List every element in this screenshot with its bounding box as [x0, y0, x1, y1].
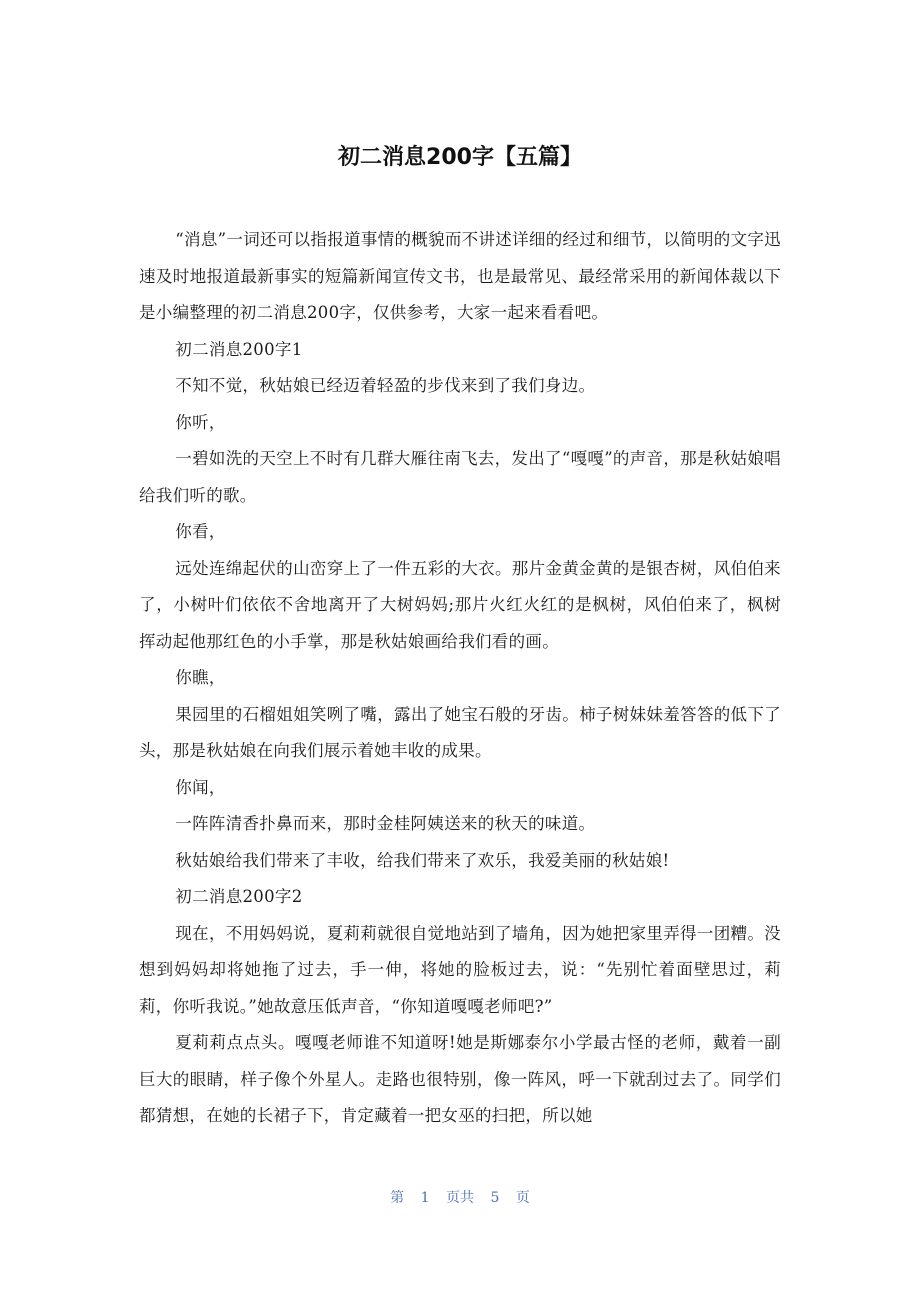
- document-title: 初二消息200字【五篇】: [338, 145, 582, 170]
- footer-label-end: 页: [515, 1190, 530, 1206]
- paragraph: 远处连绵起伏的山峦穿上了一件五彩的大衣。那片金黄金黄的是银杏树，风伯伯来了，小树叶们依依不舍地离开了大树妈妈;那片火红火红的是枫树，风伯伯来了，枫树挥动起他那红色的小手掌，那是秋姑娘画给我们看的画。: [139, 558, 781, 651]
- paragraph: 你看，: [175, 522, 226, 541]
- paragraph: 一阵阵清香扑鼻而来，那时金桂阿姨送来的秋天的味道。: [175, 814, 596, 833]
- paragraph: 不知不觉，秋姑娘已经迈着轻盈的步伐来到了我们身边。: [175, 376, 596, 395]
- document-body: [139, 222, 781, 1152]
- paragraph: 你瞧，: [175, 668, 226, 687]
- section-heading-1: 初二消息200字1: [175, 339, 303, 359]
- paragraph: 你闻，: [175, 777, 226, 797]
- footer-label-page: 第: [390, 1190, 405, 1206]
- paragraph: 一碧如洗的天空上不时有几群大雁往南飞去，发出了“嘎嘎”的声音，那是秋姑娘唱给我们听的歌。: [139, 449, 781, 505]
- paragraph-intro: “消息”一词还可以指报道事情的概貌而不讲述详细的经过和细节，以简明的文字迅速及时地报道最新事实的短篇新闻宣传文书，也是最常见、最经常采用的新闻体裁以下是小编整理的初二消息200字，仅供参考，大家一起来看看吧。: [139, 230, 781, 322]
- paragraph: 夏莉莉点点头。嘎嘎老师谁不知道呀!她是斯娜泰尔小学最古怪的老师，戴着一副巨大的眼睛，样子像个外星人。走路也很特别，像一阵风，呼一下就刮过去了。同学们都猜想，在她的长裙子下，肯定藏着一把女巫的扫把，所以她: [139, 1033, 781, 1125]
- section-heading-2: 初二消息200字2: [175, 887, 303, 906]
- paragraph: 你听，: [175, 412, 226, 432]
- footer-current-page: 1: [420, 1190, 430, 1206]
- paragraph: 果园里的石榴姐姐笑咧了嘴，露出了她宝石般的牙齿。柿子树妹妹羞答答的低下了头，那是秋姑娘在向我们展示着她丰收的成果。: [139, 704, 781, 760]
- footer-total-pages: 5: [490, 1190, 500, 1206]
- paragraph: 现在，不用妈妈说，夏莉莉就很自觉地站到了墙角，因为她把家里弄得一团糟。没想到妈妈却将她拖了过去，手一伸，将她的脸板过去，说：“先别忙着面壁思过，莉莉，你听我说。”她故意压低声音，“你知道嘎嘎老师吧?”: [139, 923, 781, 1016]
- footer-label-of: 页共: [446, 1190, 474, 1206]
- paragraph: 秋姑娘给我们带来了丰收，给我们带来了欢乐，我爱美丽的秋姑娘!: [175, 850, 670, 870]
- page-footer: [0, 1186, 920, 1210]
